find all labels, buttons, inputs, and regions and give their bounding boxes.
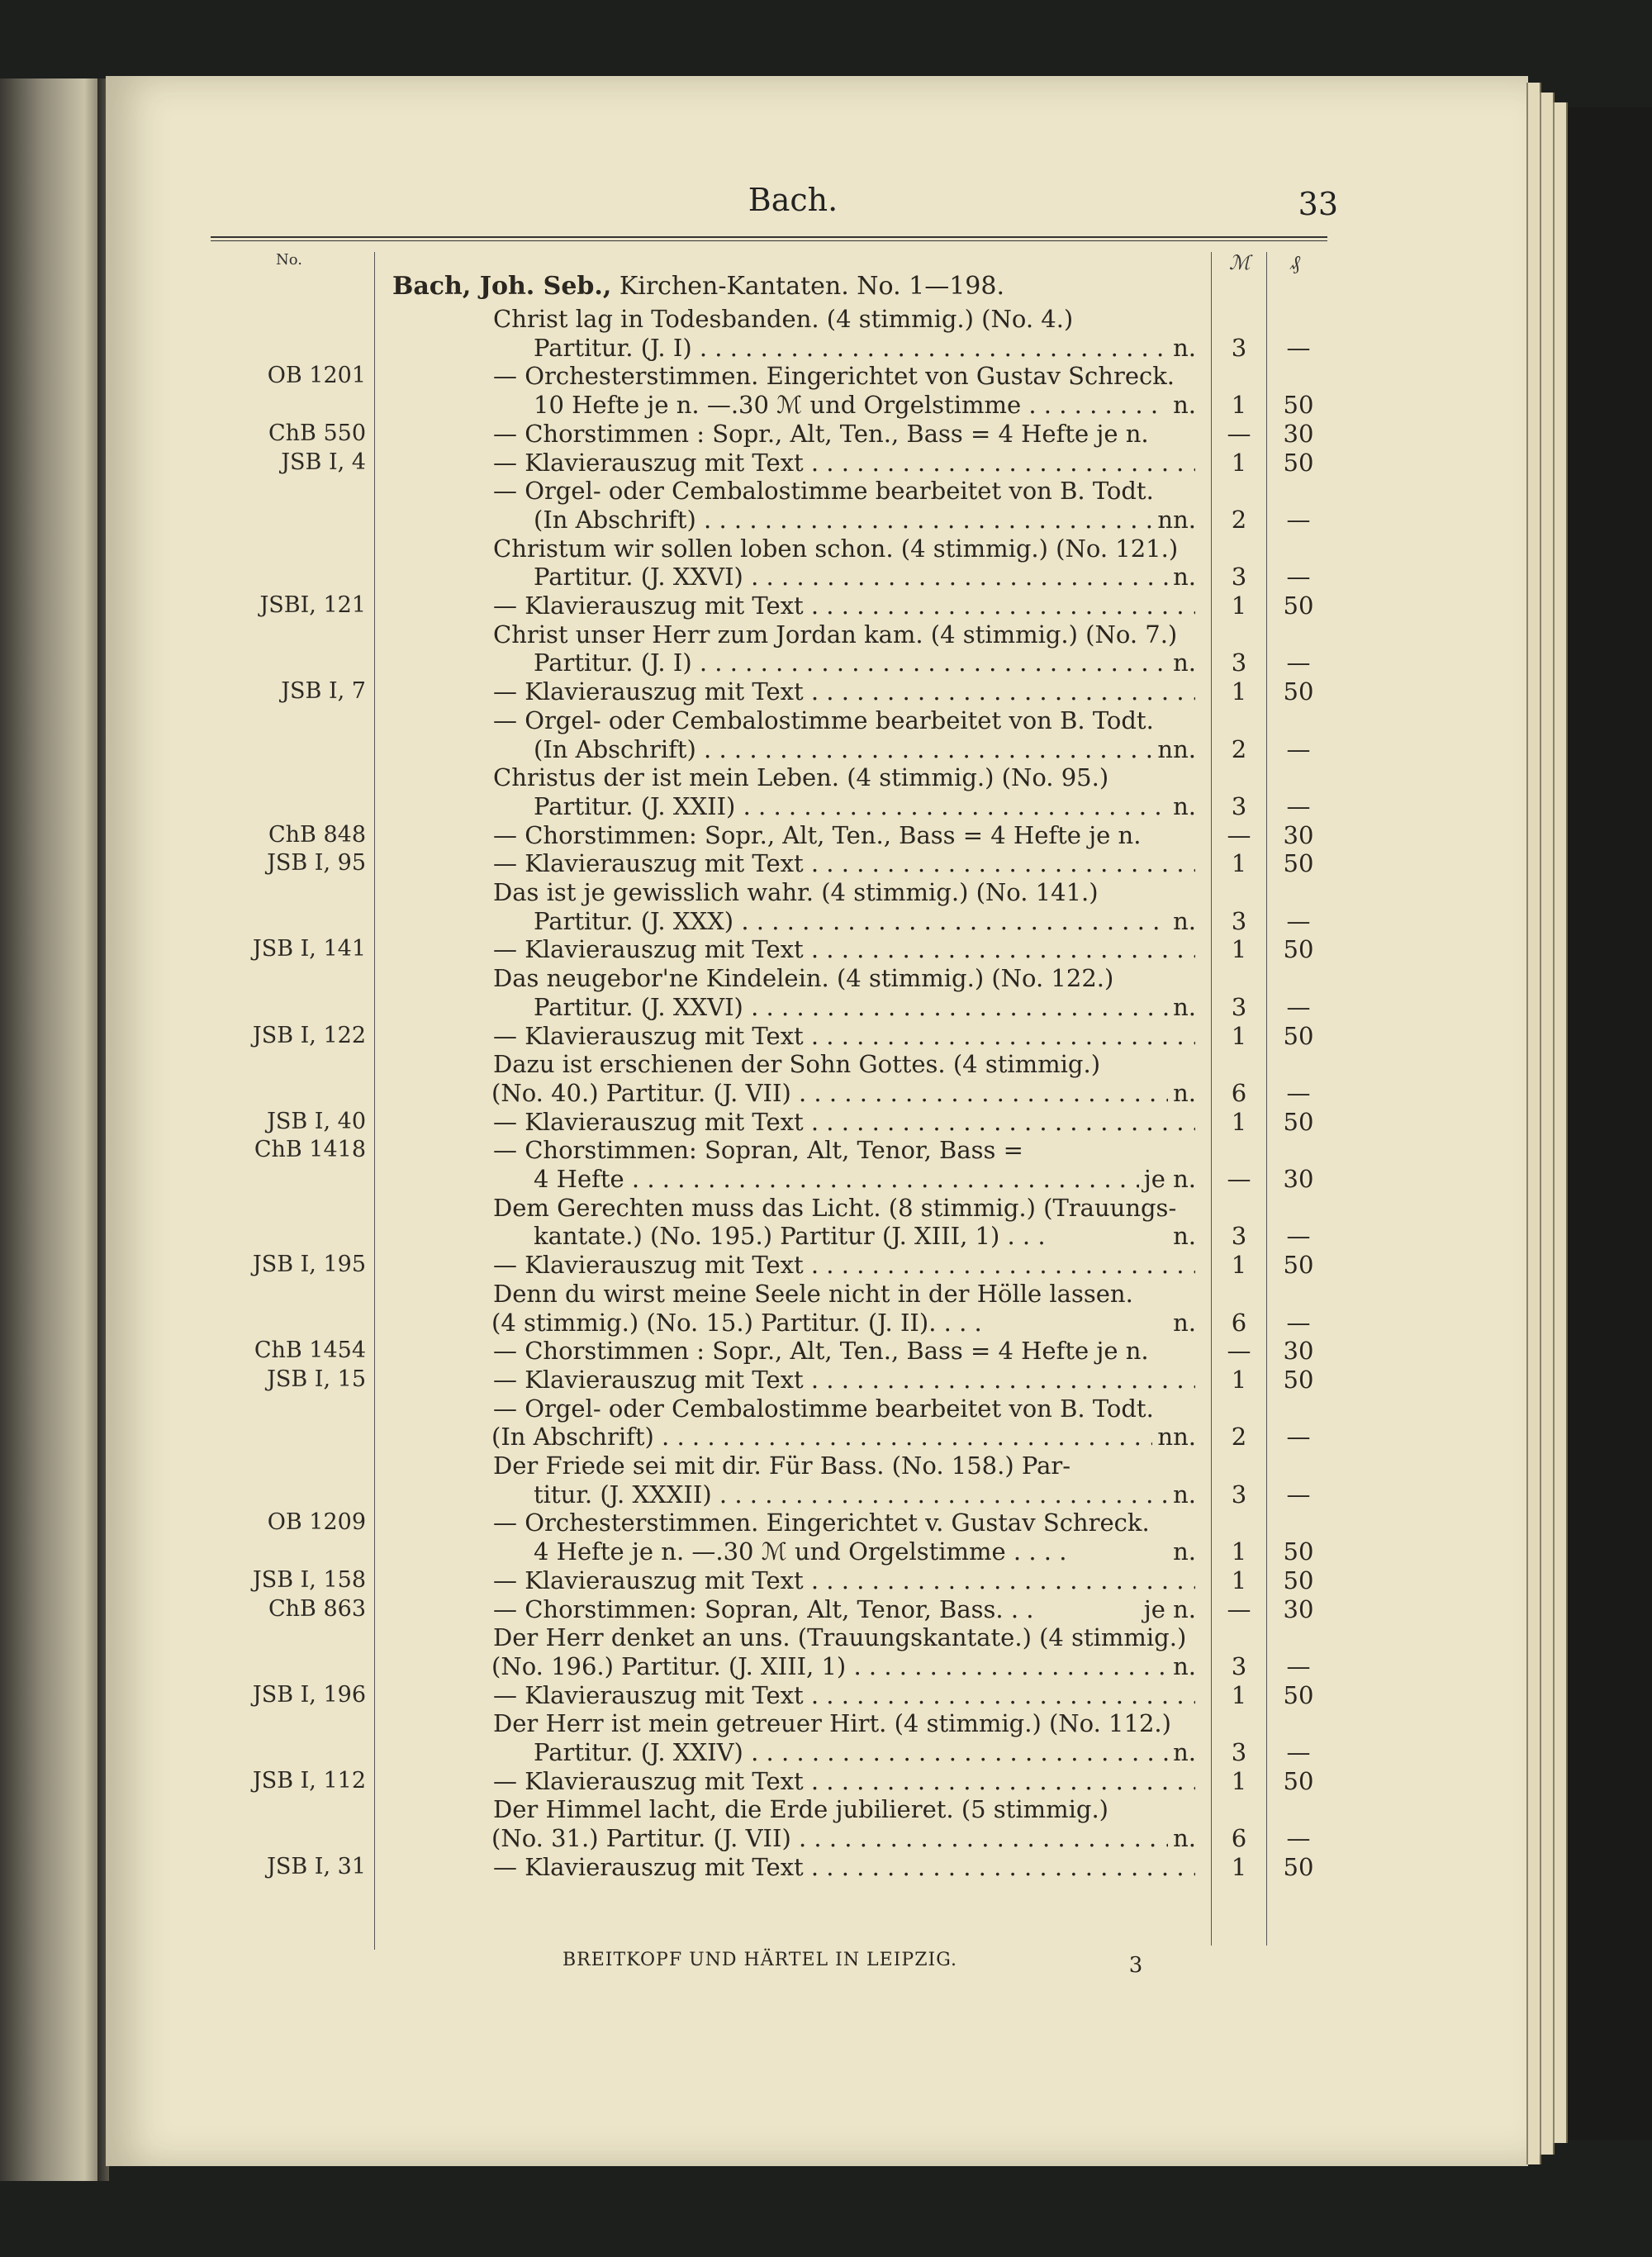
price-mark: 1 xyxy=(1231,448,1247,477)
catalog-line xyxy=(0,1623,1652,1651)
catalog-number: OB 1201 xyxy=(267,363,366,389)
catalog-line xyxy=(0,362,1652,390)
price-mark: — xyxy=(1227,419,1251,448)
entry-text xyxy=(491,1423,1195,1451)
entry-text xyxy=(493,706,1195,734)
entry-title: 4 Hefte xyxy=(534,1165,624,1193)
catalog-line xyxy=(0,477,1652,505)
entry-title: — Chorstimmen: Sopran, Alt, Tenor, Bass = xyxy=(493,1136,1023,1165)
catalog-line xyxy=(0,1767,1652,1795)
catalog-line xyxy=(0,763,1652,791)
price-mark: 3 xyxy=(1231,649,1247,677)
entry-title: Dazu ist erschienen der Sohn Gottes. (4 stimmig.) xyxy=(493,1050,1101,1079)
price-pfennig: 30 xyxy=(1283,1165,1314,1193)
price-pfennig: — xyxy=(1286,1738,1311,1766)
entry-title: — Klavierauszug mit Text xyxy=(493,1107,804,1136)
entry-title: (In Abschrift) xyxy=(534,734,696,763)
entry-title: — Klavierauszug mit Text xyxy=(493,1680,804,1709)
entry-title: 4 Hefte je n. —.30 ℳ und Orgelstimme . . . . xyxy=(534,1537,1067,1566)
entry-title: 10 Hefte je n. —.30 ℳ und Orgelstimme xyxy=(534,391,1022,420)
entry-text xyxy=(534,506,1195,534)
price-pfennig: 30 xyxy=(1283,820,1314,849)
price-qualifier: nn. xyxy=(1152,506,1196,534)
entry-text xyxy=(534,563,1195,591)
footer-publisher: BREITKOPF UND HÄRTEL IN LEIPZIG. xyxy=(563,1950,957,1970)
entry-title: — Klavierauszug mit Text xyxy=(493,1852,804,1881)
catalog-line xyxy=(0,1509,1652,1537)
catalog-line xyxy=(0,1738,1652,1766)
entry-text xyxy=(534,391,1195,419)
price-mark: — xyxy=(1227,1337,1251,1366)
price-mark: — xyxy=(1227,1165,1251,1193)
price-mark: 3 xyxy=(1231,1480,1247,1509)
price-pfennig: — xyxy=(1286,1824,1311,1853)
catalog-number: JSB I, 15 xyxy=(267,1366,366,1392)
catalog-line xyxy=(0,1337,1652,1365)
entry-title: Der Himmel lacht, die Erde jubilieret. (5 stimmig.) xyxy=(493,1795,1108,1824)
price-mark: 3 xyxy=(1231,1738,1247,1766)
price-qualifier: n. xyxy=(1168,1309,1196,1337)
entry-title: Dem Gerechten muss das Licht. (8 stimmig.) (Trauungs- xyxy=(493,1193,1177,1222)
entry-title: Partitur. (J. XXVI) xyxy=(534,563,743,592)
entry-text xyxy=(534,649,1195,677)
price-pfennig: 50 xyxy=(1283,677,1314,706)
price-qualifier: nn. xyxy=(1152,1423,1196,1451)
catalog-line xyxy=(0,1108,1652,1136)
price-mark: 3 xyxy=(1231,906,1247,935)
catalog-header xyxy=(392,273,1177,301)
entry-title: — Klavierauszug mit Text xyxy=(493,677,804,706)
entry-text xyxy=(493,1709,1195,1737)
entry-text xyxy=(493,477,1195,505)
price-mark: 6 xyxy=(1231,1078,1247,1107)
catalog-line xyxy=(0,1709,1652,1737)
entry-text xyxy=(493,449,1195,477)
catalog-number: ChB 848 xyxy=(268,821,366,848)
price-mark: 3 xyxy=(1231,992,1247,1021)
entry-title: Partitur. (J. XXVI) xyxy=(534,992,743,1021)
entry-text xyxy=(493,1194,1195,1222)
catalog-number: JSB I, 31 xyxy=(267,1853,366,1879)
entry-title: (No. 31.) Partitur. (J. VII) xyxy=(491,1824,791,1853)
price-mark: 2 xyxy=(1231,734,1247,763)
price-mark: 6 xyxy=(1231,1824,1247,1853)
entry-text xyxy=(493,763,1195,791)
entry-title: Partitur. (J. I) xyxy=(534,649,692,677)
price-mark: — xyxy=(1227,820,1251,849)
entry-title: Christ lag in Todesbanden. (4 stimmig.) (No. 4.) xyxy=(493,305,1074,333)
entry-text xyxy=(493,878,1195,906)
entry-text xyxy=(493,821,1195,849)
entry-title: — Klavierauszug mit Text xyxy=(493,1365,804,1394)
entry-text xyxy=(534,735,1195,763)
entry-text xyxy=(493,1795,1195,1823)
price-pfennig: — xyxy=(1286,791,1311,820)
price-qualifier: n. xyxy=(1168,391,1196,419)
entry-title: (In Abschrift) xyxy=(491,1423,654,1452)
catalog-line xyxy=(0,821,1652,849)
entry-text xyxy=(493,935,1195,963)
entry-title: Christum wir sollen loben schon. (4 stimmig.) (No. 121.) xyxy=(493,534,1179,563)
column-label-no: No. xyxy=(276,251,302,268)
entry-text xyxy=(493,362,1195,390)
price-mark: 2 xyxy=(1231,1423,1247,1452)
entry-text xyxy=(491,1652,1195,1680)
price-pfennig: — xyxy=(1286,1480,1311,1509)
catalog-line xyxy=(0,1537,1652,1566)
entry-title: Partitur. (J. XXIV) xyxy=(534,1738,743,1766)
price-mark: 1 xyxy=(1231,1365,1247,1394)
price-mark: 1 xyxy=(1231,1021,1247,1050)
entry-title: kantate.) (No. 195.) Partitur (J. XIII, 1) . . . xyxy=(534,1222,1046,1251)
price-pfennig: 30 xyxy=(1283,1337,1314,1366)
catalog-line xyxy=(0,1050,1652,1078)
price-mark: — xyxy=(1227,1594,1251,1623)
price-qualifier: je n. xyxy=(1139,1595,1196,1623)
catalog-number: JSB I, 196 xyxy=(252,1681,366,1708)
catalog-line xyxy=(0,1366,1652,1394)
catalog-line xyxy=(0,1595,1652,1623)
entry-text xyxy=(534,907,1195,935)
price-qualifier: n. xyxy=(1168,1222,1196,1250)
catalog-number: ChB 1418 xyxy=(254,1137,366,1163)
price-mark: 1 xyxy=(1231,1680,1247,1709)
entry-text xyxy=(493,1280,1195,1308)
running-title: Bach. xyxy=(748,182,838,218)
entry-text xyxy=(493,1022,1195,1050)
entry-text xyxy=(493,305,1195,333)
entry-text xyxy=(493,677,1195,706)
entry-text xyxy=(493,1509,1195,1537)
catalog-line xyxy=(0,1681,1652,1709)
catalog-number: JSB I, 4 xyxy=(281,449,366,475)
header-rule xyxy=(211,236,1327,241)
price-qualifier: n. xyxy=(1168,563,1196,591)
price-pfennig: — xyxy=(1286,333,1311,362)
entry-text xyxy=(493,1395,1195,1423)
column-label-mark: ℳ xyxy=(1229,251,1251,274)
catalog-number: JSB I, 7 xyxy=(281,678,366,705)
entry-title: — Orchesterstimmen. Eingerichtet v. Gustav Schreck. xyxy=(493,1509,1150,1537)
catalog-line xyxy=(0,935,1652,963)
catalog-line xyxy=(0,535,1652,563)
catalog-line xyxy=(0,1824,1652,1852)
entry-text xyxy=(493,592,1195,620)
entry-title: Partitur. (J. XXX) xyxy=(534,906,734,935)
entry-text xyxy=(493,535,1195,563)
entry-title: Partitur. (J. XXII) xyxy=(534,791,736,820)
page-number: 33 xyxy=(1298,186,1338,222)
price-mark: 1 xyxy=(1231,849,1247,878)
catalog-number: ChB 550 xyxy=(268,420,366,446)
catalog-line xyxy=(0,993,1652,1021)
price-pfennig: 50 xyxy=(1283,1107,1314,1136)
entry-text xyxy=(493,1566,1195,1594)
price-qualifier: n. xyxy=(1168,334,1196,362)
composer-name: Bach, Joh. Seb., xyxy=(392,273,612,301)
entry-title: — Chorstimmen : Sopr., Alt, Ten., Bass = 4 Hefte je n. xyxy=(493,1337,1149,1366)
entry-title: — Klavierauszug mit Text xyxy=(493,1021,804,1050)
price-mark: 1 xyxy=(1231,935,1247,964)
catalog-line xyxy=(0,649,1652,677)
catalog-line xyxy=(0,735,1652,763)
catalog-line xyxy=(0,1079,1652,1107)
catalog-line xyxy=(0,1395,1652,1423)
catalog-number: ChB 1454 xyxy=(254,1338,366,1364)
entry-text xyxy=(534,792,1195,820)
price-pfennig: 50 xyxy=(1283,1852,1314,1881)
price-pfennig: 50 xyxy=(1283,935,1314,964)
entry-title: — Klavierauszug mit Text xyxy=(493,592,804,620)
catalog-line xyxy=(0,420,1652,448)
entry-text xyxy=(534,1480,1195,1509)
entry-text xyxy=(493,1681,1195,1709)
entry-text xyxy=(534,993,1195,1021)
price-pfennig: 50 xyxy=(1283,1365,1314,1394)
price-mark: 1 xyxy=(1231,1537,1247,1566)
price-pfennig: 50 xyxy=(1283,391,1314,420)
entry-text xyxy=(493,1366,1195,1394)
price-qualifier: n. xyxy=(1168,1824,1196,1852)
entry-title: (4 stimmig.) (No. 15.) Partitur. (J. II). . . . xyxy=(491,1308,982,1337)
entry-text xyxy=(534,1537,1195,1566)
entry-title: Der Herr denket an uns. (Trauungskantate.) (4 stimmig.) xyxy=(493,1623,1187,1652)
catalog-line xyxy=(0,1251,1652,1279)
entry-title: — Chorstimmen : Sopr., Alt, Ten., Bass = 4 Hefte je n. xyxy=(493,419,1149,448)
catalog-line xyxy=(0,449,1652,477)
price-qualifier: n. xyxy=(1168,1738,1196,1766)
price-qualifier: n. xyxy=(1168,907,1196,935)
catalog-line xyxy=(0,1566,1652,1594)
price-mark: 1 xyxy=(1231,1107,1247,1136)
catalog-line xyxy=(0,1280,1652,1308)
entry-text xyxy=(491,1824,1195,1852)
entry-title: Der Friede sei mit dir. Für Bass. (No. 158.) Par- xyxy=(493,1452,1071,1480)
entry-title: — Klavierauszug mit Text xyxy=(493,1251,804,1280)
catalog-line xyxy=(0,506,1652,534)
price-mark: 3 xyxy=(1231,1222,1247,1251)
entry-title: — Orgel- oder Cembalostimme bearbeitet von B. Todt. xyxy=(493,477,1154,506)
entry-text xyxy=(493,964,1195,992)
price-pfennig: — xyxy=(1286,649,1311,677)
catalog-line xyxy=(0,1853,1652,1881)
column-label-pfennig: ₰ xyxy=(1290,251,1300,274)
catalog-number: JSB I, 122 xyxy=(252,1022,366,1048)
catalog-line xyxy=(0,334,1652,362)
catalog-number: JSB I, 40 xyxy=(267,1108,366,1134)
price-mark: 3 xyxy=(1231,333,1247,362)
catalog-line xyxy=(0,849,1652,877)
price-pfennig: — xyxy=(1286,734,1311,763)
price-pfennig: 50 xyxy=(1283,1537,1314,1566)
price-pfennig: 50 xyxy=(1283,1680,1314,1709)
price-qualifier: nn. xyxy=(1152,735,1196,763)
catalog-line xyxy=(0,677,1652,706)
price-mark: 3 xyxy=(1231,563,1247,592)
catalog-line xyxy=(0,964,1652,992)
catalog-line xyxy=(0,1165,1652,1193)
catalog-line xyxy=(0,563,1652,591)
entry-text xyxy=(493,1337,1195,1365)
price-mark: 1 xyxy=(1231,677,1247,706)
catalog-line xyxy=(0,878,1652,906)
entry-title: titur. (J. XXXII) xyxy=(534,1480,712,1509)
catalog-line xyxy=(0,1652,1652,1680)
price-pfennig: — xyxy=(1286,1308,1311,1337)
price-pfennig: — xyxy=(1286,1222,1311,1251)
entry-text xyxy=(493,1452,1195,1480)
catalog-line xyxy=(0,706,1652,734)
price-pfennig: — xyxy=(1286,906,1311,935)
price-mark: 1 xyxy=(1231,1566,1247,1594)
entry-text xyxy=(493,620,1195,649)
entry-title: — Orgel- oder Cembalostimme bearbeitet von B. Todt. xyxy=(493,1394,1154,1423)
price-pfennig: 50 xyxy=(1283,1021,1314,1050)
price-pfennig: — xyxy=(1286,1078,1311,1107)
entry-text xyxy=(534,334,1195,362)
entry-text xyxy=(493,1853,1195,1881)
catalog-line xyxy=(0,1222,1652,1250)
catalog-line xyxy=(0,1423,1652,1451)
entry-title: — Orchesterstimmen. Eingerichtet von Gustav Schreck. xyxy=(493,362,1175,391)
price-pfennig: 30 xyxy=(1283,419,1314,448)
catalog-line xyxy=(0,592,1652,620)
catalog-number: JSB I, 95 xyxy=(267,850,366,877)
price-mark: 1 xyxy=(1231,1852,1247,1881)
entry-text xyxy=(534,1165,1195,1193)
price-pfennig: — xyxy=(1286,992,1311,1021)
entry-title: — Chorstimmen: Sopr., Alt, Ten., Bass = 4 Hefte je n. xyxy=(493,820,1142,849)
entry-text xyxy=(491,1309,1195,1337)
price-qualifier: n. xyxy=(1168,1079,1196,1107)
catalog-line xyxy=(0,1795,1652,1823)
price-qualifier: n. xyxy=(1168,649,1196,677)
entry-title: — Klavierauszug mit Text xyxy=(493,935,804,964)
entry-title: — Orgel- oder Cembalostimme bearbeitet von B. Todt. xyxy=(493,706,1154,734)
entry-title: Denn du wirst meine Seele nicht in der Hölle lassen. xyxy=(493,1279,1133,1308)
catalog-number: ChB 863 xyxy=(268,1595,366,1622)
entry-title: (No. 40.) Partitur. (J. VII) xyxy=(491,1078,791,1107)
entry-text xyxy=(491,1079,1195,1107)
entry-text xyxy=(534,1738,1195,1766)
catalog-number: OB 1209 xyxy=(267,1509,366,1536)
price-mark: 6 xyxy=(1231,1308,1247,1337)
entry-text xyxy=(493,1595,1195,1623)
catalog-line xyxy=(0,305,1652,333)
entry-title: (In Abschrift) xyxy=(534,505,696,534)
price-pfennig: — xyxy=(1286,563,1311,592)
catalog-line xyxy=(0,1309,1652,1337)
price-pfennig: 50 xyxy=(1283,849,1314,878)
entry-text xyxy=(493,1767,1195,1795)
entry-title: Partitur. (J. I) xyxy=(534,333,692,362)
price-mark: 1 xyxy=(1231,391,1247,420)
entry-title: Das ist je gewisslich wahr. (4 stimmig.) (No. 141.) xyxy=(493,878,1099,906)
entry-title: Der Herr ist mein getreuer Hirt. (4 stimmig.) (No. 112.) xyxy=(493,1709,1171,1738)
price-mark: 3 xyxy=(1231,1651,1247,1680)
catalog-line xyxy=(0,1194,1652,1222)
entry-text xyxy=(493,1108,1195,1136)
catalog-line xyxy=(0,620,1652,649)
catalog-line xyxy=(0,907,1652,935)
catalog-number: JSB I, 141 xyxy=(252,936,366,962)
entry-title: (No. 196.) Partitur. (J. XIII, 1) xyxy=(491,1651,847,1680)
price-qualifier: n. xyxy=(1168,1652,1196,1680)
catalog-header-rest: Kirchen-Kantaten. No. 1—198. xyxy=(611,273,1005,301)
entry-text xyxy=(493,1251,1195,1279)
entry-title: Christus der ist mein Leben. (4 stimmig.) (No. 95.) xyxy=(493,763,1109,792)
entry-title: — Chorstimmen: Sopran, Alt, Tenor, Bass. . . xyxy=(493,1594,1034,1623)
catalog-line xyxy=(0,391,1652,419)
price-pfennig: — xyxy=(1286,505,1311,534)
catalog-line xyxy=(0,1480,1652,1509)
price-mark: 1 xyxy=(1231,1766,1247,1795)
catalog-number: JSB I, 112 xyxy=(252,1767,366,1794)
price-qualifier: n. xyxy=(1168,792,1196,820)
price-mark: 1 xyxy=(1231,1251,1247,1280)
price-pfennig: — xyxy=(1286,1651,1311,1680)
price-pfennig: 50 xyxy=(1283,1566,1314,1594)
price-pfennig: 50 xyxy=(1283,448,1314,477)
catalog-line xyxy=(0,1022,1652,1050)
price-qualifier: n. xyxy=(1168,993,1196,1021)
price-pfennig: 50 xyxy=(1283,1766,1314,1795)
price-pfennig: 50 xyxy=(1283,592,1314,620)
entry-title: — Klavierauszug mit Text xyxy=(493,849,804,878)
entry-title: — Klavierauszug mit Text xyxy=(493,448,804,477)
catalog-number: JSBI, 121 xyxy=(259,592,366,618)
entry-text xyxy=(493,849,1195,877)
price-pfennig: — xyxy=(1286,1423,1311,1452)
entry-title: Das neugebor'ne Kindelein. (4 stimmig.) (No. 122.) xyxy=(493,964,1114,993)
footer-signature: 3 xyxy=(1128,1953,1143,1978)
catalog-line xyxy=(0,1136,1652,1164)
entry-text xyxy=(493,1050,1195,1078)
catalog-header-line xyxy=(0,273,1652,301)
price-qualifier: je n. xyxy=(1139,1165,1196,1193)
price-mark: 3 xyxy=(1231,791,1247,820)
price-pfennig: 50 xyxy=(1283,1251,1314,1280)
entry-title: — Klavierauszug mit Text xyxy=(493,1566,804,1594)
entry-text xyxy=(493,1136,1195,1164)
catalog-number: JSB I, 195 xyxy=(252,1252,366,1278)
price-pfennig: 30 xyxy=(1283,1594,1314,1623)
entry-title: Christ unser Herr zum Jordan kam. (4 stimmig.) (No. 7.) xyxy=(493,620,1178,649)
price-qualifier: n. xyxy=(1168,1480,1196,1509)
price-qualifier: n. xyxy=(1168,1537,1196,1566)
entry-text xyxy=(493,420,1195,448)
entry-title: — Klavierauszug mit Text xyxy=(493,1766,804,1795)
entry-text xyxy=(534,1222,1195,1250)
catalog-line xyxy=(0,792,1652,820)
entry-text xyxy=(493,1623,1195,1651)
price-mark: 1 xyxy=(1231,592,1247,620)
catalog-number: JSB I, 158 xyxy=(252,1566,366,1593)
price-mark: 2 xyxy=(1231,505,1247,534)
catalog-line xyxy=(0,1452,1652,1480)
